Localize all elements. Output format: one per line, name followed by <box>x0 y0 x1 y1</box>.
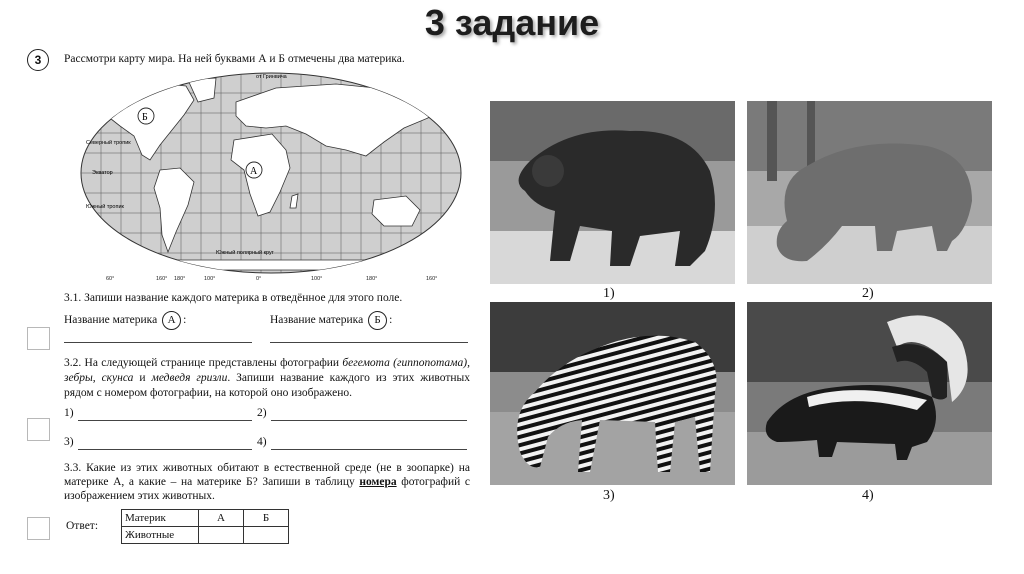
answer-line-b[interactable] <box>270 342 468 343</box>
slot-2-line[interactable] <box>271 420 467 421</box>
caption-2: 2) <box>862 286 874 301</box>
answer-cell-b[interactable] <box>244 527 289 544</box>
continent-a-label: Название материка А : <box>64 311 186 330</box>
photo-zebra <box>490 302 735 485</box>
question-number: 3 <box>27 49 49 71</box>
marker-b-circle: Б <box>368 311 387 330</box>
map-degree-label: 100° <box>311 276 323 282</box>
q31-text: 3.1. Запиши название каждого материка в отведённое для этого поле. <box>64 292 403 304</box>
map-marker-b: Б <box>142 112 148 123</box>
map-degree-label: 160° <box>156 276 168 282</box>
row-animals-label: Животные <box>122 527 199 544</box>
caption-4: 4) <box>862 488 874 503</box>
question-intro: Рассмотри карту мира. На ней буквами А и Б отмечены два материка. <box>64 53 405 65</box>
map-marker-a: А <box>250 166 258 177</box>
map-label-equator: Экватор <box>92 170 113 176</box>
caption-3: 3) <box>603 488 615 503</box>
photo-grizzly-bear <box>490 101 735 284</box>
slide-title: 3 задание <box>424 2 600 43</box>
slot-3-label: 3) <box>64 436 74 448</box>
answer-table <box>121 509 289 544</box>
answer-header-row <box>122 510 289 527</box>
map-label-north-tropic: Северный тропик <box>86 140 131 146</box>
slot-2-label: 2) <box>257 407 267 419</box>
caption-1: 1) <box>603 286 615 301</box>
map-label-south-tropic: Южный тропик <box>86 204 124 210</box>
score-checkbox-2[interactable] <box>27 418 50 441</box>
antarctica-shape <box>116 260 436 270</box>
header-b: Б <box>244 510 289 527</box>
map-label-greenwich: от Гринвича <box>256 74 287 80</box>
map-degree-label: 0° <box>256 276 262 282</box>
map-degree-label: 160° <box>426 276 438 282</box>
marker-a-circle: А <box>162 311 181 330</box>
header-a: А <box>199 510 244 527</box>
slot-4-label: 4) <box>257 436 267 448</box>
q33-text: 3.3. Какие из этих животных обитают в естественной среде (не в зоопарке) на материке А, а какие – на материке Б? Запиши в таблицу номера фотографий с изображением этих животных. <box>64 462 470 502</box>
map-degree-label: 180° <box>366 276 378 282</box>
score-checkbox-1[interactable] <box>27 327 50 350</box>
map-degree-label: 180° <box>174 276 186 282</box>
slot-4-line[interactable] <box>271 449 467 450</box>
slot-1-line[interactable] <box>78 420 252 421</box>
answer-row <box>122 527 289 544</box>
answer-cell-a[interactable] <box>199 527 244 544</box>
answer-label: Ответ: <box>66 520 99 532</box>
score-checkbox-3[interactable] <box>27 517 50 540</box>
continent-b-label: Название материка Б : <box>270 311 392 330</box>
slot-3-line[interactable] <box>78 449 252 450</box>
photo-hippopotamus <box>747 101 992 284</box>
q32-text: 3.2. На следующей странице представлены фотографии бегемота (гиппопотама), зебры, скунса и медведя гризли. Запиши название каждого из этих животных рядом с номером фотографии, на которой оно изображено. <box>64 357 470 399</box>
answer-line-a[interactable] <box>64 342 252 343</box>
header-continent: Материк <box>122 510 199 527</box>
map-label-polar-circle: Южный полярный круг <box>216 250 274 256</box>
photo-skunk <box>747 302 992 485</box>
world-map <box>76 70 466 285</box>
map-degree-label: 60° <box>106 276 115 282</box>
map-degree-label: 100° <box>204 276 216 282</box>
slot-1-label: 1) <box>64 407 74 419</box>
